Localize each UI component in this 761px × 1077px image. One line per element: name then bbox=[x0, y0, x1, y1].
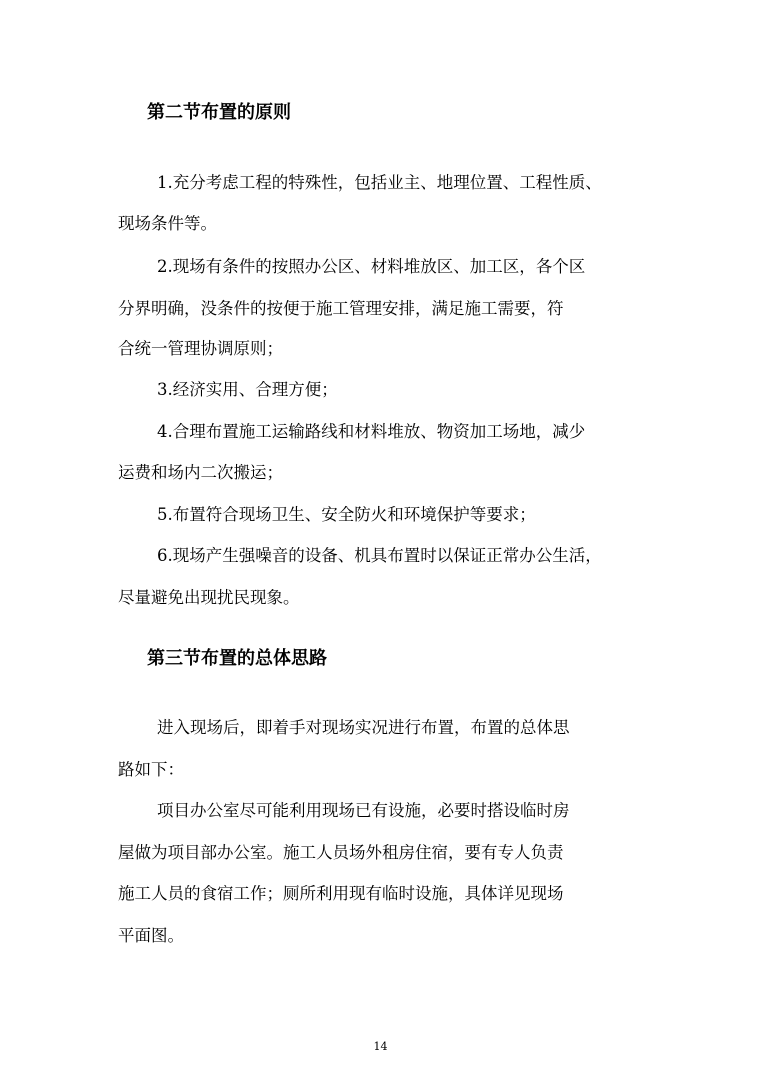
section-heading-overall-approach: 第三节布置的总体思路 bbox=[147, 648, 327, 669]
principle-4-line-2: 运费和场内二次搬运； bbox=[118, 463, 283, 482]
approach-paragraph-2-line-3: 施工人员的食宿工作；厕所利用现有临时设施，具体详见现场 bbox=[118, 884, 564, 903]
approach-paragraph-1-line-1: 进入现场后，即着手对现场实况进行布置，布置的总体思 bbox=[157, 718, 570, 737]
principle-2-line-2: 分界明确，没条件的按便于施工管理安排，满足施工需要，符 bbox=[118, 299, 564, 318]
principle-6-line-2: 尽量避免出现扰民现象。 bbox=[118, 588, 300, 607]
principle-4-line-1: 4.合理布置施工运输路线和材料堆放、物资加工场地，减少 bbox=[157, 422, 586, 441]
approach-paragraph-2-line-4: 平面图。 bbox=[118, 926, 184, 945]
approach-paragraph-2-line-1: 项目办公室尽可能利用现场已有设施，必要时搭设临时房 bbox=[157, 801, 570, 820]
principle-5-line-1: 5.布置符合现场卫生、安全防火和环境保护等要求； bbox=[157, 505, 536, 524]
section-heading-principles: 第二节布置的原则 bbox=[147, 102, 291, 123]
principle-3-line-1: 3.经济实用、合理方便； bbox=[157, 380, 338, 399]
principle-6-line-1: 6.现场产生强噪音的设备、机具布置时以保证正常办公生活， bbox=[157, 546, 602, 565]
approach-paragraph-1-line-2: 路如下： bbox=[118, 760, 184, 779]
page-number: 14 bbox=[373, 1040, 388, 1053]
principle-1-line-2: 现场条件等。 bbox=[118, 214, 217, 233]
principle-2-line-3: 合统一管理协调原则； bbox=[118, 339, 283, 358]
principle-2-line-1: 2.现场有条件的按照办公区、材料堆放区、加工区，各个区 bbox=[157, 257, 586, 276]
approach-paragraph-2-line-2: 屋做为项目部办公室。施工人员场外租房住宿，要有专人负责 bbox=[118, 843, 564, 862]
principle-1-line-1: 1.充分考虑工程的特殊性，包括业主、地理位置、工程性质、 bbox=[157, 173, 602, 192]
